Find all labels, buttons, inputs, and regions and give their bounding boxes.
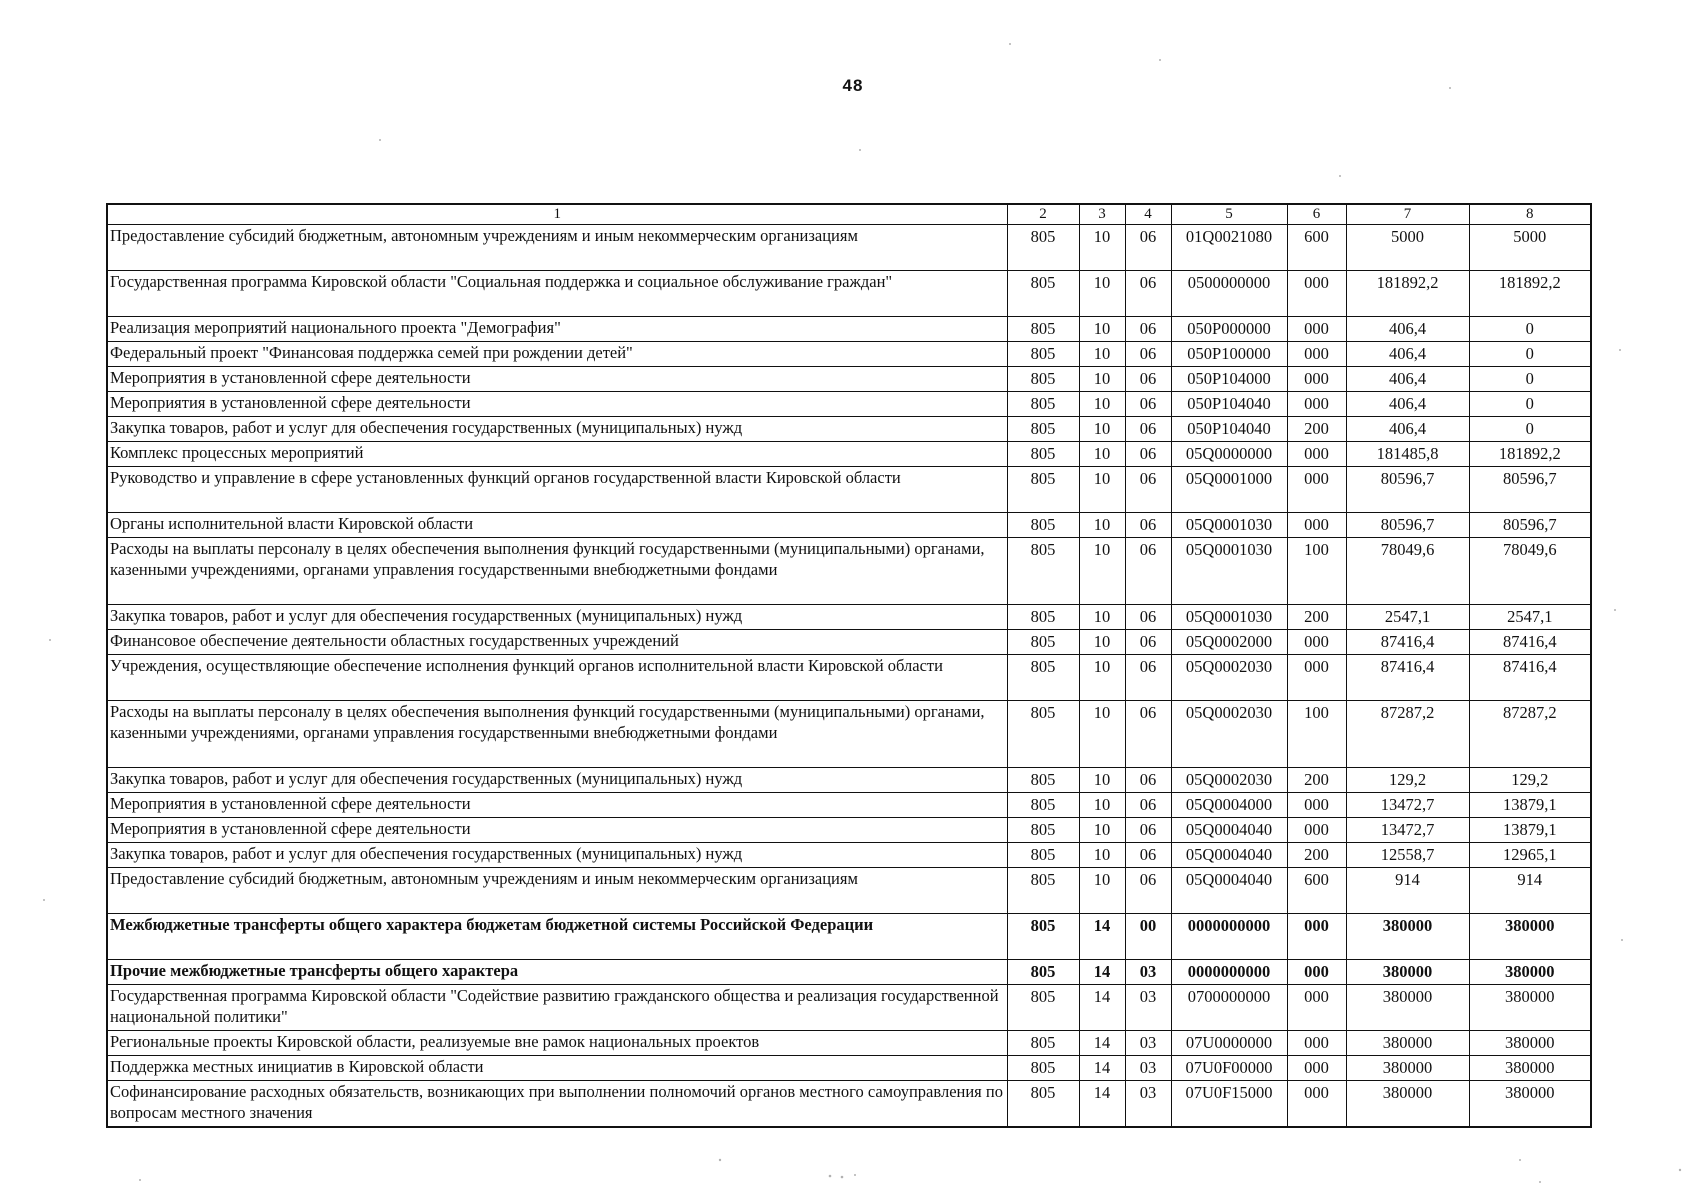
row-code-5-cell: 0700000000 <box>1171 985 1287 1031</box>
row-code-5-cell: 050P000000 <box>1171 317 1287 342</box>
row-value-8-cell: 87416,4 <box>1469 655 1591 701</box>
table-body <box>107 225 1591 1127</box>
header-cell-6: 6 <box>1287 204 1346 225</box>
row-code-4-cell: 06 <box>1125 417 1171 442</box>
row-code-2-cell: 805 <box>1007 392 1079 417</box>
row-name-cell: Государственная программа Кировской области "Социальная поддержка и социальное обслуживание граждан" <box>107 271 1007 317</box>
row-code-4-cell: 03 <box>1125 1031 1171 1056</box>
row-code-3-cell: 14 <box>1079 960 1125 985</box>
row-name-cell: Федеральный проект "Финансовая поддержка семей при рождении детей" <box>107 342 1007 367</box>
row-code-2-cell: 805 <box>1007 538 1079 605</box>
row-code-5-cell: 05Q0002030 <box>1171 655 1287 701</box>
row-code-5-cell: 05Q0000000 <box>1171 442 1287 467</box>
row-code-3-cell: 10 <box>1079 605 1125 630</box>
row-code-4-cell: 06 <box>1125 793 1171 818</box>
row-value-8-cell: 380000 <box>1469 914 1591 960</box>
row-value-7-cell: 380000 <box>1346 985 1469 1031</box>
row-code-3-cell: 14 <box>1079 985 1125 1031</box>
row-code-6-cell: 100 <box>1287 701 1346 768</box>
row-code-2-cell: 805 <box>1007 960 1079 985</box>
table-row <box>107 225 1591 271</box>
row-code-4-cell: 03 <box>1125 1056 1171 1081</box>
row-name-cell: Органы исполнительной власти Кировской области <box>107 513 1007 538</box>
row-name-cell: Региональные проекты Кировской области, реализуемые вне рамок национальных проектов <box>107 1031 1007 1056</box>
row-code-5-cell: 050P104040 <box>1171 392 1287 417</box>
row-code-3-cell: 10 <box>1079 392 1125 417</box>
header-row <box>107 204 1591 225</box>
row-value-7-cell: 5000 <box>1346 225 1469 271</box>
row-code-6-cell: 000 <box>1287 1031 1346 1056</box>
row-name-cell: Межбюджетные трансферты общего характера бюджетам бюджетной системы Российской Федерации <box>107 914 1007 960</box>
row-code-5-cell: 05Q0002030 <box>1171 768 1287 793</box>
row-value-7-cell: 406,4 <box>1346 417 1469 442</box>
row-code-5-cell: 050P104040 <box>1171 417 1287 442</box>
row-code-3-cell: 10 <box>1079 442 1125 467</box>
row-code-3-cell: 10 <box>1079 843 1125 868</box>
row-code-5-cell: 05Q0004040 <box>1171 868 1287 914</box>
row-value-7-cell: 380000 <box>1346 960 1469 985</box>
row-value-8-cell: 380000 <box>1469 960 1591 985</box>
row-value-7-cell: 914 <box>1346 868 1469 914</box>
row-value-8-cell: 0 <box>1469 392 1591 417</box>
row-code-6-cell: 000 <box>1287 960 1346 985</box>
row-code-6-cell: 200 <box>1287 605 1346 630</box>
row-code-6-cell: 000 <box>1287 342 1346 367</box>
row-code-2-cell: 805 <box>1007 1081 1079 1127</box>
row-code-5-cell: 05Q0002030 <box>1171 701 1287 768</box>
row-code-5-cell: 05Q0001030 <box>1171 605 1287 630</box>
row-code-3-cell: 10 <box>1079 317 1125 342</box>
row-code-3-cell: 10 <box>1079 768 1125 793</box>
header-cell-5: 5 <box>1171 204 1287 225</box>
row-name-cell: Реализация мероприятий национального проекта "Демография" <box>107 317 1007 342</box>
row-code-2-cell: 805 <box>1007 985 1079 1031</box>
table-row <box>107 467 1591 513</box>
row-code-4-cell: 06 <box>1125 605 1171 630</box>
header-cell-3: 3 <box>1079 204 1125 225</box>
row-name-cell: Расходы на выплаты персоналу в целях обеспечения выполнения функций государственными (муниципальными) органами, казенными учреждениями, органами управления государственными внебюджетными фондами <box>107 701 1007 768</box>
row-code-2-cell: 805 <box>1007 605 1079 630</box>
table-row <box>107 367 1591 392</box>
row-code-3-cell: 10 <box>1079 630 1125 655</box>
row-code-6-cell: 000 <box>1287 367 1346 392</box>
row-name-cell: Закупка товаров, работ и услуг для обеспечения государственных (муниципальных) нужд <box>107 605 1007 630</box>
row-value-7-cell: 406,4 <box>1346 392 1469 417</box>
row-code-2-cell: 805 <box>1007 630 1079 655</box>
row-code-4-cell: 06 <box>1125 538 1171 605</box>
row-code-3-cell: 14 <box>1079 1031 1125 1056</box>
row-value-7-cell: 181485,8 <box>1346 442 1469 467</box>
row-code-4-cell: 06 <box>1125 317 1171 342</box>
row-code-6-cell: 000 <box>1287 1081 1346 1127</box>
row-value-8-cell: 80596,7 <box>1469 513 1591 538</box>
row-code-3-cell: 10 <box>1079 818 1125 843</box>
header-cell-1: 1 <box>107 204 1007 225</box>
header-cell-7: 7 <box>1346 204 1469 225</box>
row-code-4-cell: 06 <box>1125 392 1171 417</box>
row-value-8-cell: 380000 <box>1469 1081 1591 1127</box>
row-code-2-cell: 805 <box>1007 417 1079 442</box>
row-code-2-cell: 805 <box>1007 818 1079 843</box>
row-code-5-cell: 07U0000000 <box>1171 1031 1287 1056</box>
row-name-cell: Закупка товаров, работ и услуг для обеспечения государственных (муниципальных) нужд <box>107 843 1007 868</box>
row-value-8-cell: 12965,1 <box>1469 843 1591 868</box>
row-value-7-cell: 380000 <box>1346 1081 1469 1127</box>
row-value-8-cell: 2547,1 <box>1469 605 1591 630</box>
row-value-8-cell: 0 <box>1469 417 1591 442</box>
table-row <box>107 538 1591 605</box>
row-code-4-cell: 06 <box>1125 513 1171 538</box>
row-value-8-cell: 129,2 <box>1469 768 1591 793</box>
row-code-2-cell: 805 <box>1007 914 1079 960</box>
table-row <box>107 605 1591 630</box>
row-code-2-cell: 805 <box>1007 225 1079 271</box>
row-name-cell: Мероприятия в установленной сфере деятельности <box>107 793 1007 818</box>
row-code-6-cell: 000 <box>1287 392 1346 417</box>
row-code-6-cell: 000 <box>1287 914 1346 960</box>
row-value-8-cell: 380000 <box>1469 985 1591 1031</box>
row-value-8-cell: 0 <box>1469 342 1591 367</box>
row-code-3-cell: 10 <box>1079 417 1125 442</box>
table-row <box>107 768 1591 793</box>
row-value-7-cell: 87287,2 <box>1346 701 1469 768</box>
row-code-3-cell: 10 <box>1079 342 1125 367</box>
row-value-8-cell: 380000 <box>1469 1056 1591 1081</box>
row-code-2-cell: 805 <box>1007 1031 1079 1056</box>
row-code-2-cell: 805 <box>1007 701 1079 768</box>
row-value-8-cell: 13879,1 <box>1469 793 1591 818</box>
table-row <box>107 701 1591 768</box>
row-code-6-cell: 000 <box>1287 655 1346 701</box>
table-row <box>107 417 1591 442</box>
table-row <box>107 960 1591 985</box>
row-code-5-cell: 05Q0002000 <box>1171 630 1287 655</box>
row-code-6-cell: 000 <box>1287 467 1346 513</box>
row-code-6-cell: 200 <box>1287 417 1346 442</box>
row-name-cell: Финансовое обеспечение деятельности областных государственных учреждений <box>107 630 1007 655</box>
header-cell-2: 2 <box>1007 204 1079 225</box>
row-code-2-cell: 805 <box>1007 317 1079 342</box>
row-code-6-cell: 000 <box>1287 513 1346 538</box>
row-value-8-cell: 181892,2 <box>1469 442 1591 467</box>
table-row <box>107 1031 1591 1056</box>
header-cell-8: 8 <box>1469 204 1591 225</box>
row-code-2-cell: 805 <box>1007 271 1079 317</box>
row-code-3-cell: 10 <box>1079 701 1125 768</box>
row-code-4-cell: 06 <box>1125 271 1171 317</box>
row-name-cell: Предоставление субсидий бюджетным, автономным учреждениям и иным некоммерческим организациям <box>107 225 1007 271</box>
row-code-2-cell: 805 <box>1007 768 1079 793</box>
row-code-2-cell: 805 <box>1007 793 1079 818</box>
row-code-6-cell: 000 <box>1287 985 1346 1031</box>
row-code-4-cell: 00 <box>1125 914 1171 960</box>
row-code-5-cell: 05Q0001030 <box>1171 538 1287 605</box>
row-code-2-cell: 805 <box>1007 467 1079 513</box>
row-code-5-cell: 07U0F15000 <box>1171 1081 1287 1127</box>
row-code-6-cell: 000 <box>1287 317 1346 342</box>
row-code-4-cell: 03 <box>1125 985 1171 1031</box>
row-value-7-cell: 80596,7 <box>1346 513 1469 538</box>
table-row <box>107 985 1591 1031</box>
row-code-2-cell: 805 <box>1007 1056 1079 1081</box>
row-code-2-cell: 805 <box>1007 442 1079 467</box>
row-value-8-cell: 914 <box>1469 868 1591 914</box>
row-code-6-cell: 200 <box>1287 768 1346 793</box>
row-name-cell: Поддержка местных инициатив в Кировской области <box>107 1056 1007 1081</box>
row-value-8-cell: 181892,2 <box>1469 271 1591 317</box>
row-value-8-cell: 5000 <box>1469 225 1591 271</box>
row-code-3-cell: 10 <box>1079 793 1125 818</box>
row-code-2-cell: 805 <box>1007 513 1079 538</box>
row-code-5-cell: 05Q0004000 <box>1171 793 1287 818</box>
row-value-7-cell: 406,4 <box>1346 317 1469 342</box>
table-row <box>107 818 1591 843</box>
row-value-7-cell: 87416,4 <box>1346 655 1469 701</box>
header-cell-4: 4 <box>1125 204 1171 225</box>
row-code-4-cell: 03 <box>1125 960 1171 985</box>
row-code-3-cell: 10 <box>1079 225 1125 271</box>
table-row <box>107 271 1591 317</box>
row-name-cell: Расходы на выплаты персоналу в целях обеспечения выполнения функций государственными (муниципальными) органами, казенными учреждениями, органами управления государственными внебюджетными фондами <box>107 538 1007 605</box>
row-code-4-cell: 06 <box>1125 630 1171 655</box>
row-code-5-cell: 05Q0001030 <box>1171 513 1287 538</box>
row-code-5-cell: 01Q0021080 <box>1171 225 1287 271</box>
row-code-4-cell: 06 <box>1125 342 1171 367</box>
row-code-3-cell: 10 <box>1079 655 1125 701</box>
table-row <box>107 843 1591 868</box>
table-row <box>107 392 1591 417</box>
row-code-2-cell: 805 <box>1007 342 1079 367</box>
row-code-5-cell: 050P100000 <box>1171 342 1287 367</box>
row-code-4-cell: 06 <box>1125 225 1171 271</box>
row-code-6-cell: 000 <box>1287 818 1346 843</box>
row-value-7-cell: 380000 <box>1346 1056 1469 1081</box>
table-row <box>107 342 1591 367</box>
row-code-6-cell: 000 <box>1287 630 1346 655</box>
row-name-cell: Закупка товаров, работ и услуг для обеспечения государственных (муниципальных) нужд <box>107 768 1007 793</box>
row-code-2-cell: 805 <box>1007 868 1079 914</box>
row-name-cell: Предоставление субсидий бюджетным, автономным учреждениям и иным некоммерческим организациям <box>107 868 1007 914</box>
row-code-3-cell: 10 <box>1079 271 1125 317</box>
row-code-5-cell: 05Q0001000 <box>1171 467 1287 513</box>
row-value-7-cell: 13472,7 <box>1346 818 1469 843</box>
row-value-7-cell: 380000 <box>1346 914 1469 960</box>
page-number: 48 <box>842 76 864 95</box>
table-row <box>107 655 1591 701</box>
row-code-3-cell: 14 <box>1079 1056 1125 1081</box>
row-code-6-cell: 600 <box>1287 225 1346 271</box>
budget-table <box>106 203 1592 1128</box>
row-name-cell: Мероприятия в установленной сфере деятельности <box>107 367 1007 392</box>
row-name-cell: Мероприятия в установленной сфере деятельности <box>107 818 1007 843</box>
row-code-3-cell: 10 <box>1079 367 1125 392</box>
row-code-6-cell: 000 <box>1287 793 1346 818</box>
row-code-2-cell: 805 <box>1007 655 1079 701</box>
row-value-7-cell: 78049,6 <box>1346 538 1469 605</box>
row-name-cell: Учреждения, осуществляющие обеспечение исполнения функций органов исполнительной власти Кировской области <box>107 655 1007 701</box>
table-header <box>107 204 1591 225</box>
row-code-5-cell: 05Q0004040 <box>1171 818 1287 843</box>
row-code-5-cell: 07U0F00000 <box>1171 1056 1287 1081</box>
row-value-7-cell: 406,4 <box>1346 342 1469 367</box>
row-code-4-cell: 06 <box>1125 442 1171 467</box>
row-code-6-cell: 100 <box>1287 538 1346 605</box>
row-value-7-cell: 129,2 <box>1346 768 1469 793</box>
row-code-4-cell: 06 <box>1125 701 1171 768</box>
row-code-6-cell: 200 <box>1287 843 1346 868</box>
row-code-4-cell: 06 <box>1125 768 1171 793</box>
row-code-4-cell: 06 <box>1125 868 1171 914</box>
row-value-8-cell: 380000 <box>1469 1031 1591 1056</box>
row-value-7-cell: 13472,7 <box>1346 793 1469 818</box>
row-code-5-cell: 050P104000 <box>1171 367 1287 392</box>
row-name-cell: Руководство и управление в сфере установленных функций органов государственной власти Кировской области <box>107 467 1007 513</box>
row-code-5-cell: 0000000000 <box>1171 960 1287 985</box>
row-name-cell: Закупка товаров, работ и услуг для обеспечения государственных (муниципальных) нужд <box>107 417 1007 442</box>
row-value-7-cell: 87416,4 <box>1346 630 1469 655</box>
table-row <box>107 793 1591 818</box>
row-code-6-cell: 000 <box>1287 271 1346 317</box>
row-value-7-cell: 380000 <box>1346 1031 1469 1056</box>
row-code-4-cell: 06 <box>1125 655 1171 701</box>
row-value-8-cell: 13879,1 <box>1469 818 1591 843</box>
row-code-2-cell: 805 <box>1007 843 1079 868</box>
row-value-7-cell: 406,4 <box>1346 367 1469 392</box>
row-value-8-cell: 87416,4 <box>1469 630 1591 655</box>
row-code-6-cell: 600 <box>1287 868 1346 914</box>
table-row <box>107 868 1591 914</box>
row-value-7-cell: 12558,7 <box>1346 843 1469 868</box>
row-code-3-cell: 14 <box>1079 1081 1125 1127</box>
table-row <box>107 1081 1591 1127</box>
row-code-6-cell: 000 <box>1287 1056 1346 1081</box>
table-row <box>107 513 1591 538</box>
row-code-4-cell: 06 <box>1125 367 1171 392</box>
row-code-6-cell: 000 <box>1287 442 1346 467</box>
table-row <box>107 914 1591 960</box>
row-value-8-cell: 87287,2 <box>1469 701 1591 768</box>
row-code-3-cell: 14 <box>1079 914 1125 960</box>
table-row <box>107 630 1591 655</box>
row-code-4-cell: 03 <box>1125 1081 1171 1127</box>
row-code-5-cell: 0000000000 <box>1171 914 1287 960</box>
row-value-7-cell: 80596,7 <box>1346 467 1469 513</box>
row-value-7-cell: 181892,2 <box>1346 271 1469 317</box>
row-value-8-cell: 78049,6 <box>1469 538 1591 605</box>
table-row <box>107 442 1591 467</box>
row-code-5-cell: 0500000000 <box>1171 271 1287 317</box>
row-name-cell: Комплекс процессных мероприятий <box>107 442 1007 467</box>
row-code-4-cell: 06 <box>1125 818 1171 843</box>
row-code-3-cell: 10 <box>1079 513 1125 538</box>
row-value-8-cell: 0 <box>1469 317 1591 342</box>
row-value-7-cell: 2547,1 <box>1346 605 1469 630</box>
row-code-2-cell: 805 <box>1007 367 1079 392</box>
row-code-3-cell: 10 <box>1079 538 1125 605</box>
row-code-3-cell: 10 <box>1079 467 1125 513</box>
row-code-5-cell: 05Q0004040 <box>1171 843 1287 868</box>
row-code-4-cell: 06 <box>1125 843 1171 868</box>
row-code-3-cell: 10 <box>1079 868 1125 914</box>
row-name-cell: Прочие межбюджетные трансферты общего характера <box>107 960 1007 985</box>
row-name-cell: Государственная программа Кировской области "Содействие развитию гражданского общества и реализация государственной национальной политики" <box>107 985 1007 1031</box>
row-code-4-cell: 06 <box>1125 467 1171 513</box>
row-value-8-cell: 0 <box>1469 367 1591 392</box>
row-name-cell: Мероприятия в установленной сфере деятельности <box>107 392 1007 417</box>
row-name-cell: Софинансирование расходных обязательств, возникающих при выполнении полномочий органов местного самоуправления по вопросам местного значения <box>107 1081 1007 1127</box>
table-row <box>107 1056 1591 1081</box>
row-value-8-cell: 80596,7 <box>1469 467 1591 513</box>
table-row <box>107 317 1591 342</box>
